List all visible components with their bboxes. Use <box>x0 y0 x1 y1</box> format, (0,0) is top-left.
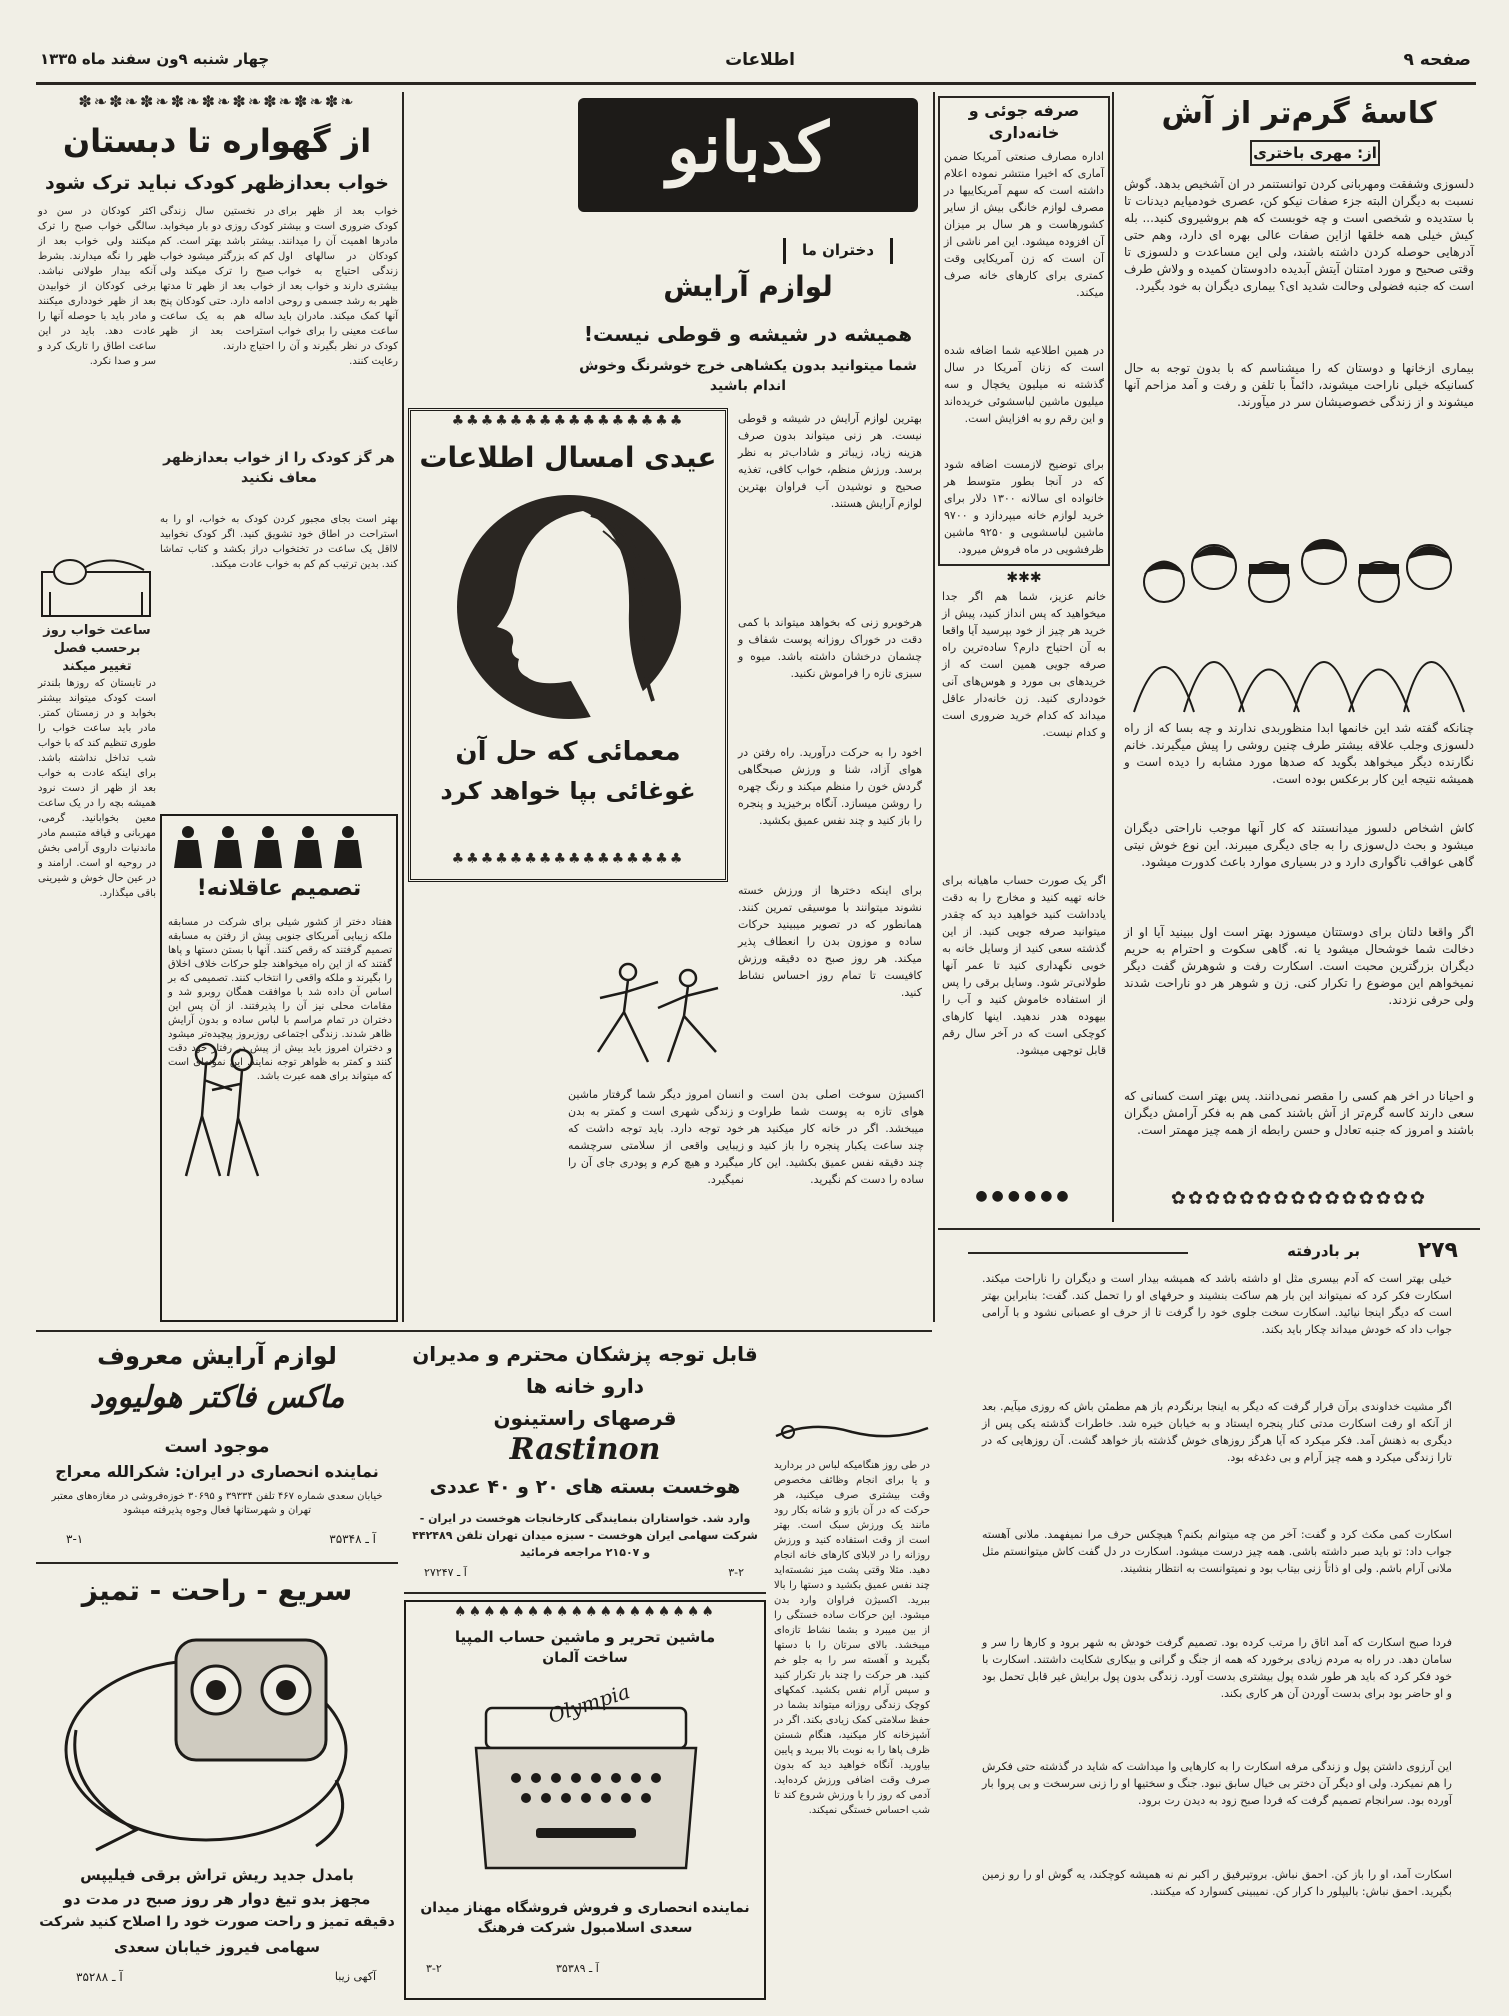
sarfeh-p1: اداره مصارف صنعتی آمریکا ضمن آماری که اخیرا منتشر نموده اعلام داشته است که سهم آمریکاییها در مصرف لوازم خانگی بیش از سایر کشورهاست و هر سال بر میزان آن افزوده میشود. این امر ناشی از آن است که زن آمریکایی وقت کمتری برای کارهای خانه صرف میکند. <box>944 150 1104 299</box>
sarfeh-dots: ●●●●●● <box>975 1188 1073 1204</box>
sarfeh-p5: اگر یک صورت حساب ماهیانه برای خانه تهیه کنید و مخارج را به دقت یادداشت کنید خواهید دید که چقدر میتوانید صرفه جویی کنید. از این گذشته سعی کنید از وسایل خانه به خوبی نگهداری کنید تا عمر آنها طولانی‌تر شود. وسایل برقی را پس از استفاده خاموش کنید و آب را بیهوده هدر ندهید. اینها کارهای کوچکی است که در آخر سال رقم قابل توجهی میشود. <box>942 874 1106 1057</box>
max-bottom-rule <box>36 1562 398 1564</box>
olympia-footer: نماینده انحصاری و فروش فروشگاه مهناز میدان سعدی اسلامبول شرکت فرهنگ <box>420 1900 750 1936</box>
philips-l4: سهامی فیروز خیابان سعدی <box>114 1938 320 1956</box>
kadbanoo-deck: شما میتوانید بدون یکشاهی خرج خوشرنگ وخوش اندام باشید <box>579 358 917 394</box>
serial-number: ۲۷۹ <box>1417 1238 1458 1263</box>
philips-code2: آکهی زیبا <box>334 1970 376 1983</box>
eidi-line1: معمائی که حل آن <box>455 737 681 767</box>
eidi-ornament-top: ♣♣♣♣♣♣♣♣♣♣♣♣♣♣♣♣ <box>451 413 685 429</box>
serial-section <box>938 1228 1480 2008</box>
sarfeh-p4: خانم عزیز، شما هم اگر جدا میخواهید که پس انداز کنید، پیش از خرید هر چیز از خود بپرسید آیا واقعا به آن احتیاج دارم؟ ساده‌ترین راه صرفه جویی همین است که از خریدهای بی مورد و هوس‌های آنی خودداری کنید. زن خانه‌دار عاقل میداند که کدام خرید ضروری است و کدام نیست. <box>942 590 1106 739</box>
max-title: لوازم آرایش معروف <box>97 1342 337 1370</box>
serial-p4: فردا صبح اسکارت که آمد اتاق را مرتب کرده بود. تصمیم گرفت خودش به شهر برود و کارها را سر و سامان دهد. در راه به مردم زیادی برخورد که همه از جنگ و گرانی و بیکاری شکایت داشتند. اسکارت با خود فکر کرد که باید هر طور شده پول بیشتری بدست آورد. زندگی بدون پول برایش غیر قابل تحمل بود و او حاضر بود برای بدست آوردن آن هر کاری بکند. <box>982 1636 1452 1700</box>
kadbanoo-p2: هرخوبرو زنی که بخواهد میتواند با کمی دقت در خوراک روزانه پوست شفاف و چشمان درخشان داشته باشد. میوه و سبزی تازه را فراموش نکنید. <box>738 616 922 680</box>
rastinon-code: آ ـ ۲۷۲۴۷ <box>424 1566 467 1579</box>
max-brand: ماکس فاکتر هولیوود <box>89 1380 345 1415</box>
ad-max-factor <box>36 1338 398 1558</box>
olympia-title: ماشین تحریر و ماشین حساب المپیا <box>454 1628 716 1646</box>
sarfeh-p3: برای توضیح لازمست اضافه شود که در آنجا بطور متوسط هر خانواده ای سالانه ۱۳۰۰ دلار برای خرید لوازم خانه میپردازد و ۹۷۰۰ ماشین لباسشویی و ۹۲۵۰ ماشین ظرفشویی در ماه فروش میرود. <box>944 458 1105 556</box>
kadbanoo-section <box>408 92 930 1322</box>
woman-profile-illustration <box>453 491 685 723</box>
serial-top-rule <box>938 1228 1480 1230</box>
small-article <box>772 1338 932 2000</box>
serial-p5: این آرزوی داشتن پول و زندگی مرفه اسکارت را به کارهایی وا میداشت که شاید در گذشته حتی فکرش را هم نمیکرد. ولی او دیگر آن دختر بی خیال سابق نبود. جنگ و سختیها او را زنی سرسخت و بی پروا بار آورده بود. سرانجام تصمیم گرفت که فردا صبح زود به دیدن رت برود. <box>982 1760 1452 1807</box>
max-code2: ۳-۱ <box>66 1532 84 1546</box>
col-sep-1 <box>1112 92 1114 1222</box>
col-sep-2 <box>933 92 935 1322</box>
kaseh-p5: اگر واقعا دلتان برای دوستتان میسوزد بهتر است اول ببینید آیا او از دخالت شما خوشحال میشود یا نه. گاهی سکوت و احترام به حریم دیگران بزرگترین محبت است. اسکارت رفت و شوهرش گفت دیگر نمیخواهم این موضوع را تکرار کنی. زن و شوهر هر دو ناراحت شدند ولی حرفی نزدند. <box>1124 925 1474 1007</box>
kadbanoo-p3: اخود را به حرکت درآورید. راه رفتن در هوای آزاد، شنا و ورزش صبحگاهی گردش خون را منظم میکند و رنگ چهره را روشن میسازد. آنگاه برخیزید و پنجره را باز کنید و چند نفس عمیق بکشید. <box>738 746 922 827</box>
col-sep-3 <box>402 92 404 1322</box>
kicker-text: دختران ما <box>801 241 875 259</box>
sarfeh-p2: در همین اطلاعیه شما اضافه شده است که زنان آمریکا در سال گذشته نه میلیون یخچال و سه میلیون ماشین لباسشوئی خریده‌اند و این رقم رو به افزایش است. <box>944 344 1104 425</box>
header-rule <box>36 82 1476 85</box>
sarfeh-title: صرفه جوئی و خانه‌داری <box>968 101 1080 142</box>
sleeping-child-illustration <box>40 532 152 620</box>
kadbanoo-logo-text: کدبانو <box>667 108 829 188</box>
kaseh-p6: و احیانا در اخر هم کسی را مقصر نمی‌دانند. پس بهتر است کسانی که سعی دارند کاسه گرم‌تر از آش باشند کمی هم به فکر آرامش دیگران باشند و امروز که جنبه تعادل و حسن رابطه از همه چیز مهمتر است. <box>1124 1089 1474 1137</box>
small-article-text: در طی روز هنگامیکه لباس در بردارید و یا برای انجام وظائف مخصوص وقت بیشتری صرف میکنید، هر حرکت که در آن بازو و شانه بکار رود مانند یک ورزش سبک است. بهتر است از وقت استفاده کنید و ورزش روزانه را در لابلای کارهای خانه انجام دهید. مثلا وقتی پشت میز نشسته‌اید چند نفس عمیق بکشید و دستها را بالا ببرید. اکسیژن فراوان وارد بدن میشود. این حرکات ساده خستگی را از بین میبرد و بشما نشاط تازه‌ای میبخشد. بالای سرتان را با دستها بگیرید و آهسته سر را به جلو خم کنید. هر حرکت را چند بار تکرار کنید و سپس آرام نفس بکشید. کمکهای کوچک زندگی روزانه میتواند بشما در حفظ سلامتی کمک زیادی بکند. اگر در آشپزخانه کار میکنید، هنگام شستن ظرف پاها را به نوبت بالا ببرید و پایین بیاورید. آنگاه خواهید دید که بدون صرف وقت اضافی ورزش کرده‌اید. آدمی که روز را با ورزش شروع کند تا شب احساس خستگی نمیکند. <box>774 1460 930 1816</box>
olympia-subtitle: ساخت آلمان <box>542 1650 628 1666</box>
rastinon-bottom-rule <box>404 1592 766 1594</box>
crowd-illustration <box>1124 512 1474 712</box>
serial-p3: اسکارت کمی مکث کرد و گفت: آخر من چه میتوانم بکنم؟ هیچکس حرف مرا نمیفهمد. ملانی آهسته جواب داد: تو باید صبر داشته باشی. همه چیز درست میشود. اسکارت در دل گفت کاش میتوانستم مثل ملانی آرام باشم. ولی او ذاتاً زنی بیتاب بود و نمیتوانست به انتظار بنشیند. <box>982 1528 1452 1575</box>
issue-date: چهار شنبه ۹ون سفند ماه ۱۳۳۵ <box>40 50 270 68</box>
rastinon-code2: ۳-۲ <box>728 1566 744 1579</box>
tasmim-title: تصمیم عاقلانه! <box>196 876 362 901</box>
kadbanoo-p1: بهترین لوازم آرایش در شیشه و قوطی نیست. هر زنی میتواند بدون صرف هزینه زیاد، زیباتر و شاداب‌تر به نظر برسد. ورزش منظم، خواب کافی، تغذیه صحیح و نوشیدن آب فراوان بهترین لوازم آرایش هستند. <box>738 412 922 510</box>
max-code: آ ـ ۳۵۳۴۸ <box>329 1532 376 1546</box>
rastinon-line4: هوخست بسته های ۲۰ و ۴۰ عددی <box>429 1476 741 1498</box>
page-number: صفحه ۹ <box>1403 50 1471 70</box>
kaseh-author-text: از: مهری باختری <box>1253 144 1377 162</box>
rastinon-brand: Rastinon <box>509 1432 661 1467</box>
philips-l1: بامدل جدید ریش تراش برقی فیلیپس <box>80 1866 354 1884</box>
philips-code: آ ـ ۳۵۲۸۸ <box>76 1970 123 1984</box>
eidi-title: عیدی امسال اطلاعات <box>419 441 717 474</box>
kaseh-p3: چنانکه گفته شد این خانمها ابدا منظوربدی ندارند و چه بسا که از راه دلسوزی وجلب علاقه بیشتر طرف چنین روشی را پیش میگیرند. خانم نگارنده دیگر میخواهد بگوید که صدها مورد مشابه را دیده است و همیشه نتیجه این کار برعکس بوده است. <box>1124 721 1474 786</box>
reclining-figure-illustration <box>772 1410 932 1450</box>
gahvareh-c2: در نخستین سال زندگی کودک روزی دو بار میخوابد. بیشتر باشد بهتر است. کم کم که بزرگتر میشود خواب صبح را ترک میکند ولی خواب بعد از ظهر تا مدتها ادامه دارد. حتی کودکان پنج ساله هم به یک ساعت استراحت بعد از ظهر احتیاج دارند. <box>160 206 274 352</box>
newspaper-name: اطلاعات <box>725 50 795 70</box>
gahvareh-subtitle: خواب بعدازظهر کودک نباید ترک شود <box>45 172 389 194</box>
kaseh-ornament: ✿✿✿✿✿✿✿✿✿✿✿✿✿✿✿ <box>1170 1188 1428 1209</box>
kaseh-author <box>1250 140 1380 166</box>
gahvareh-c6: ساعت خواب روز برحسب فصل تغییر میکند <box>43 623 151 674</box>
olympia-ornament-top: ♠♠♠♠♠♠♠♠♠♠♠♠♠♠♠♠♠♠ <box>454 1604 716 1620</box>
kadbanoo-p4: برای اینکه دخترها از ورزش خسته نشوند میتوانند با موسیقی تمرین کنند. همانطور که در تصویر میبینید حرکات ساده و موزون بدن را انعطاف پذیر میکند. هر روز صبح ده دقیقه ورزش کافیست تا تمام روز احساس نشاط کنید. <box>738 884 922 999</box>
olympia-logo: Olympia <box>545 1679 633 1728</box>
kaseh-title: کاسهٔ گرم‌تر از آش <box>1161 96 1437 131</box>
kadbanoo-p6: اکسیژن سوخت اصلی بدن است و هوای تازه به پوست شما طراوت میبخشد. اگر در خانه کار میکنید هر چند ساعت یکبار پنجره را باز کنید و چند دقیقه نفس عمیق بکشید. این کار ساده را دست کم نگیرید. <box>748 1088 924 1186</box>
kadbanoo-title: لوازم آرایش <box>663 270 833 303</box>
kaseh-p1: دلسوزی وشفقت ومهربانی کردن توانستنمر در ان آشخیص بدهد. گوش نسبت به دیگران البته جزء صفات نیکو کن، عصری خودمیایم دیدنات تا با ستدیده و شخصی است و چه خوبست که هم بروشیروی کنید... بله کیش خیلی همه خلقها ازاین صفات عالی بهره ای دارد، وهم حتی آدرهایی حوصله کردن داشته باشند، ولی این مساعدت و دلسوزی تا وقتی صحیح و مورد امتنان آیتش آبدیده دادوستان کمیده و ولاش طرف است که جنبه فضولی وحالت شدید ای؟ بیماری دیگران به خود بگیرد. <box>1124 177 1474 293</box>
max-address: خیابان سعدی شماره ۴۶۷ تلفن ۳۹۳۳۴ و ۳۰۶۹۵ خوزه‌فروشی در مغازه‌های معتبر تهران و شهرستانها فعال وجوه پذیرفته میشود <box>51 1491 383 1516</box>
gahvareh-c3: اکثر کودکان در سن دو سالگی خواب صبح را ترک میکنند ولی خواب بعد از ظهر را نگه میدارند. بشرط آنکه بیدار طولانی نباشد. برخی کودکان از خوابیدن بعد از ظهر خودداری میکنند و مادر باید با حوصله آنها را عادت دهد. باید در این ساعت اطاق را تاریک کرد و سر و صدا نکرد. <box>38 206 156 367</box>
sarfeh-stars: ✱✱✱ <box>1006 570 1042 586</box>
philips-l2: مجهز بدو تیغ دوار هر روز صبح در مدت دو <box>63 1890 371 1908</box>
serial-label: بر بادرفته <box>1287 1242 1360 1260</box>
eidi-ornament-bottom: ♣♣♣♣♣♣♣♣♣♣♣♣♣♣♣♣ <box>451 851 685 867</box>
rastinon-line1: قابل توجه پزشکان محترم و مدیران <box>412 1342 758 1366</box>
serial-p6: اسکارت آمد، او را باز کن. احمق نباش. بروتیرفیق ر اکبر نم نه همیشه کوچکند، یه گوش او را رو زمین بگیرید. احمق نباش: بالیپلور دا کرار کن. نمیبینی کسوارد که میکنند. <box>982 1868 1452 1898</box>
kadbanoo-logo <box>578 98 918 212</box>
dancers-illustration <box>588 952 728 1082</box>
gahvareh-c4: هر گز کودک را از خواب بعدازظهر معاف نکنید <box>163 450 395 486</box>
paper-dolls-illustration <box>170 822 390 872</box>
kadbanoo-p5: انسان امروز دیگر شما گرفتار ماشین و زندگی شهری است و کمتر به بدن خود توجه دارد. باید توجه داشت که زیبایی واقعی از سلامتی سرچشمه میگیرد و هیچ کرم و پودری جای آن را نمیگیرد. <box>568 1088 744 1186</box>
kadbanoo-subtitle: همیشه در شیشه و قوطی نیست! <box>583 322 913 346</box>
rastinon-line2: دارو خانه ها <box>526 1374 644 1398</box>
sarfeh-section <box>938 92 1110 1222</box>
max-available: موجود است <box>164 1436 270 1457</box>
gahvareh-c1: خواب بعد از ظهر برای کودک ضروری است و بیشتر مادرها اهمیت آن را میدانند. کودکان در سالهای اول زندگی احتیاج به خواب بیشتری دارند و خواب بعد از ظهر به رشد جسمی و روحی آنها کمک میکند. مادران باید ساعت معینی را برای خواب کودک در نظر بگیرند و آن را رعایت کنند. <box>278 206 398 367</box>
kaseh-p4: کاش اشخاص دلسوز میدانستند که کار آنها موجب ناراحتی دیگران میشود و بحث دل‌سوزی را به جای دیگری میبرند. این نوع خوش نیتی گاهی عواقب ناگواری دارد و در بسیاری موارد باعث کدورت میشود. <box>1124 821 1474 869</box>
tasmim-p1: هفتاد دختر از کشور شیلی برای شرکت در مسابقه ملکه زیبایی آمریکای جنوبی پیش از رفتن به مسابقه تصمیم گرفتند که رقص کنند. آنها با بستن دستها و پاها گفتند که از این راه میخواهند جلو حرکات خلاف اخلاق را بگیرند و ملکه واقعی را انتخاب کنند. تصمیمی که بر اساس آن داده شد با موافقت همگان روبرو شد و مقامات محلی نیز آن را پذیرفتند. از آن پس این دختران در تمام مراسم با لباس ساده و بدون آرایش ظاهر شدند. زندگی اجتماعی روزبروز پیچیده‌تر میشود و دختران امروز باید بیش از پیش در رفتار خود دقت کنند و کمتر به ظواهر توجه نمایند. این نمونه‌ای است که میتواند برای همه عبرت باشد. <box>168 917 392 1082</box>
gahvareh-c7: در تابستان که روزها بلندتر است کودک میتواند بیشتر بخوابد و در زمستان کمتر. مادر باید ساعت خواب را طوری تنظیم کند که با خواب شب تداخل نداشته باشد. برای اینکه عادت به خواب بعد از ظهر از دست نرود همیشه بچه را در یک ساعت معین بخوابانید. گرمی، مهربانی و قیافه متبسم مادر ماندنیات داروی آرامی بخش در روحیه او است. ارامند و در عین حال خوش و شیرینی باقی میگذارد. <box>38 678 156 899</box>
eidi-box <box>408 408 728 882</box>
gahvareh-c5: بهتر است بجای مجبور کردن کودک به خواب، او را به استراحت در اطاق خود تشویق کنید. اگر کودک نخوابید لااقل یک ساعت در تختخواب دراز بکشد و کتاب تماشا کند. بدین ترتیب کم کم به خواب عادت میکند. <box>160 514 398 570</box>
serial-label-rule <box>968 1252 1188 1254</box>
ads-top-rule <box>36 1330 932 1332</box>
philips-l3: دقیقه تمیز و راحت صورت خود را اصلاح کنید شرکت <box>39 1914 395 1930</box>
electric-shaver-illustration <box>56 1620 376 1860</box>
ad-philips <box>36 1570 398 2000</box>
olympia-code: آ ـ ۳۵۳۸۹ <box>556 1962 599 1975</box>
ad-olympia <box>404 1600 766 2000</box>
kaseh-p2: بیماری ازخانها و دوستان که را میشناسم که با بدون توجه به حال کسانیکه خیلی ناراحت میشوند، دائماً با تلفن و رفت و آمد مزاحم آنها میشوند و از زندگی خصوصیشان سر در میآورند. <box>1124 361 1474 409</box>
serial-p2: اگر مشیت خداوندی برآن قرار گرفت که دیگر به اینجا برنگردم باز هم مطمئن باش که روزی میآیم. بعد از آنکه او رفت اسکارت مدتی کنار پنجره ایستاد و به خیابان خیره شد. خاطرات گذشته یکی پس از دیگری به ذهنش آمد. فکر میکرد که آیا هرگز روزهای خوش گذشته باز خواهد گشت. آن روزهایی که در تارا زندگی میکرد و همه چیز آرام و بی دغدغه بود. <box>982 1400 1452 1464</box>
serial-p1: خیلی بهتر است که آدم بیسری مثل او داشته باشد که همیشه بیدار است و دیگران را ناراحت میکند. اسکارت فکر کرد که نمیتواند این بار هم ساکت بنشیند و حرفهای او را تحمل کند. گفت: بنابراین بهتر است که دیگر اینجا نیائید. اسکارت سخت جلوی خود را گرفت تا از حرف او عصبانی نشود و با آرامی جواب داد که خودش میداند چکار باید بکند. <box>982 1272 1452 1336</box>
kaseh-section <box>1118 92 1480 1222</box>
max-agent: نماینده انحصاری در ایران: شکرالله معراج <box>55 1462 379 1481</box>
rastinon-line3: قرصهای راستینون <box>493 1406 677 1430</box>
eidi-line2: غوغائی بپا خواهد کرد <box>440 777 696 805</box>
gahvareh-ornament: ✽❧✽❧✽❧✽❧✽❧✽❧✽❧✽❧✽❧ <box>78 92 356 111</box>
tasmim-box <box>160 814 398 1322</box>
gahvareh-title: از گهواره تا دبستان <box>62 122 372 160</box>
rastinon-line5: وارد شد. خواستاران بنمایندگی کارخانجات هوخست در ایران - شرکت سهامی ایران هوخست - سبزه میدان تهران تلفن ۴۴۲۴۸۹ و ۲۱۵۰۷ مراجعه فرمائید <box>412 1512 758 1559</box>
ad-rastinon <box>404 1338 766 1588</box>
kicker-box <box>783 238 893 264</box>
philips-title: سریع - راحت - تمیز <box>81 1574 353 1607</box>
gahvareh-continued <box>36 814 154 1322</box>
olympia-code2: ۳-۲ <box>426 1962 442 1975</box>
